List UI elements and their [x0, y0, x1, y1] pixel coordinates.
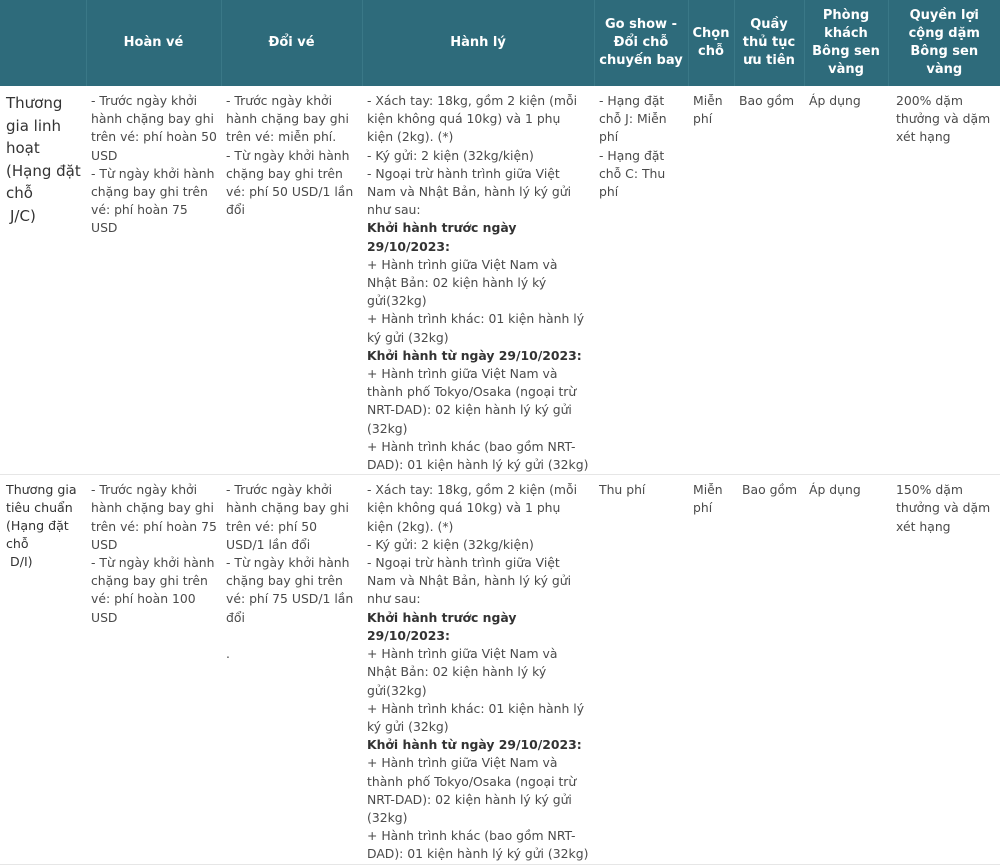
refund-rule: - Từ ngày khởi hành chặng bay ghi trên vé: phí hoàn 75 USD — [91, 165, 215, 236]
fare-class-label — [0, 86, 86, 475]
priority-counter-value: Bao gồm — [734, 86, 804, 475]
header-cell-priority-counter: Quầy thủ tục ưu tiên — [734, 0, 804, 86]
baggage-subheading: Khởi hành từ ngày 29/10/2023: — [367, 347, 582, 363]
baggage-cell — [362, 86, 594, 475]
change-cell — [221, 86, 362, 475]
baggage-line: + Hành trình khác (bao gồm NRT-DAD): 01 kiện hành lý ký gửi (32kg) — [367, 438, 589, 473]
refund-rule: - Trước ngày khởi hành chặng bay ghi trên vé: phí hoàn 75 USD — [91, 482, 217, 552]
header-cell-lounge: Phòng khách Bông sen vàng — [804, 0, 888, 86]
refund-rule: - Từ ngày khởi hành chặng bay ghi trên vé: phí hoàn 100 USD — [91, 555, 215, 625]
change-rule: - Từ ngày khởi hành chặng bay ghi trên vé: phí 50 USD/1 lần đổi — [226, 147, 354, 218]
go-show-cell — [594, 475, 688, 864]
baggage-line: - Ngoại trừ hành trình giữa Việt Nam và Nhật Bản, hành lý ký gửi như sau: — [367, 165, 572, 218]
baggage-line: - Xách tay: 18kg, gồm 2 kiện (mỗi kiện không quá 10kg) và 1 phụ kiện (2kg). (*) — [367, 93, 578, 145]
baggage-subheading: Khởi hành trước ngày 29/10/2023: — [367, 609, 517, 643]
change-rule: - Từ ngày khởi hành chặng bay ghi trên vé: phí 75 USD/1 lần đổi — [226, 555, 354, 625]
baggage-line: + Hành trình giữa Việt Nam và Nhật Bản: 02 kiện hành lý ký gửi(32kg) — [367, 256, 558, 309]
seat-selection-value: Miễn phí — [688, 86, 734, 475]
refund-cell — [86, 475, 221, 864]
miles-value: 200% dặm thưởng và dặm xét hạng — [888, 86, 1000, 475]
baggage-line: + Hành trình khác: 01 kiện hành lý ký gửi (32kg) — [367, 311, 585, 345]
refund-cell — [86, 86, 221, 475]
fare-class-booking-code: J/C) — [10, 206, 36, 225]
fare-class-name: Thương gia linh hoạt — [6, 94, 63, 157]
baggage-line: + Hành trình giữa Việt Nam và thành phố Tokyo/Osaka (ngoại trừ NRT-DAD): 02 kiện hành lý ký gửi (32kg) — [367, 755, 577, 825]
go-show-rule: - Hạng đặt chỗ J: Miễn phí — [599, 93, 667, 145]
go-show-cell — [594, 86, 688, 475]
fare-class-label — [0, 475, 86, 864]
baggage-line: - Ngoại trừ hành trình giữa Việt Nam và Nhật Bản, hành lý ký gửi như sau: — [367, 555, 572, 607]
header-cell-seat-selection: Chọn chỗ — [688, 0, 734, 86]
baggage-line: - Ký gửi: 2 kiện (32kg/kiện) — [367, 147, 534, 163]
baggage-cell — [362, 475, 594, 864]
change-spacer — [226, 627, 358, 645]
header-cell-refund: Hoàn vé — [86, 0, 221, 86]
change-rule: - Trước ngày khởi hành chặng bay ghi trên vé: miễn phí. — [226, 93, 349, 145]
refund-rule: - Trước ngày khởi hành chặng bay ghi trên vé: phí hoàn 50 USD — [91, 93, 217, 163]
table-header-row — [0, 0, 1000, 86]
go-show-rule: - Hạng đặt chỗ C: Thu phí — [599, 147, 666, 200]
priority-counter-value: Bao gồm — [734, 475, 804, 864]
baggage-line: + Hành trình giữa Việt Nam và thành phố Tokyo/Osaka (ngoại trừ NRT-DAD): 02 kiện hành lý ký gửi (32kg) — [367, 366, 577, 436]
seat-selection-value: Miễn phí — [688, 475, 734, 864]
fare-class-booking-code-label: (Hạng đặt chỗ — [6, 518, 69, 552]
lounge-value: Áp dụng — [804, 475, 888, 864]
lounge-value: Áp dụng — [804, 86, 888, 475]
table-row-business-flex — [0, 86, 1000, 475]
baggage-line: + Hành trình giữa Việt Nam và Nhật Bản: 02 kiện hành lý ký gửi(32kg) — [367, 646, 558, 698]
baggage-line: - Xách tay: 18kg, gồm 2 kiện (mỗi kiện không quá 10kg) và 1 phụ kiện (2kg). (*) — [367, 482, 578, 534]
header-cell-fare-class — [0, 0, 86, 86]
baggage-subheading: Khởi hành trước ngày 29/10/2023: — [367, 220, 517, 254]
header-cell-change: Đổi vé — [221, 0, 362, 86]
fare-class-booking-code: D/I) — [10, 554, 33, 570]
baggage-line: + Hành trình khác: 01 kiện hành lý ký gửi (32kg) — [367, 700, 585, 734]
baggage-line: - Ký gửi: 2 kiện (32kg/kiện) — [367, 536, 534, 552]
miles-value: 150% dặm thưởng và dặm xét hạng — [888, 475, 1000, 864]
table-row-business-standard — [0, 475, 1000, 864]
header-cell-miles: Quyền lợi cộng dặm Bông sen vàng — [888, 0, 1000, 86]
header-cell-go-show: Go show - Đổi chỗ chuyến bay — [594, 0, 688, 86]
change-rule: - Trước ngày khởi hành chặng bay ghi trên vé: phí 50 USD/1 lần đổi — [226, 482, 349, 552]
change-cell — [221, 475, 362, 864]
change-trailing-mark: . — [226, 645, 230, 661]
baggage-line: + Hành trình khác (bao gồm NRT-DAD): 01 kiện hành lý ký gửi (32kg) — [367, 828, 589, 862]
baggage-subheading: Khởi hành từ ngày 29/10/2023: — [367, 737, 582, 753]
fare-class-booking-code-label: (Hạng đặt chỗ — [6, 161, 81, 202]
header-cell-baggage: Hành lý — [362, 0, 594, 86]
go-show-rule: Thu phí — [599, 482, 646, 498]
fare-class-name: Thương gia tiêu chuẩn — [6, 482, 77, 516]
